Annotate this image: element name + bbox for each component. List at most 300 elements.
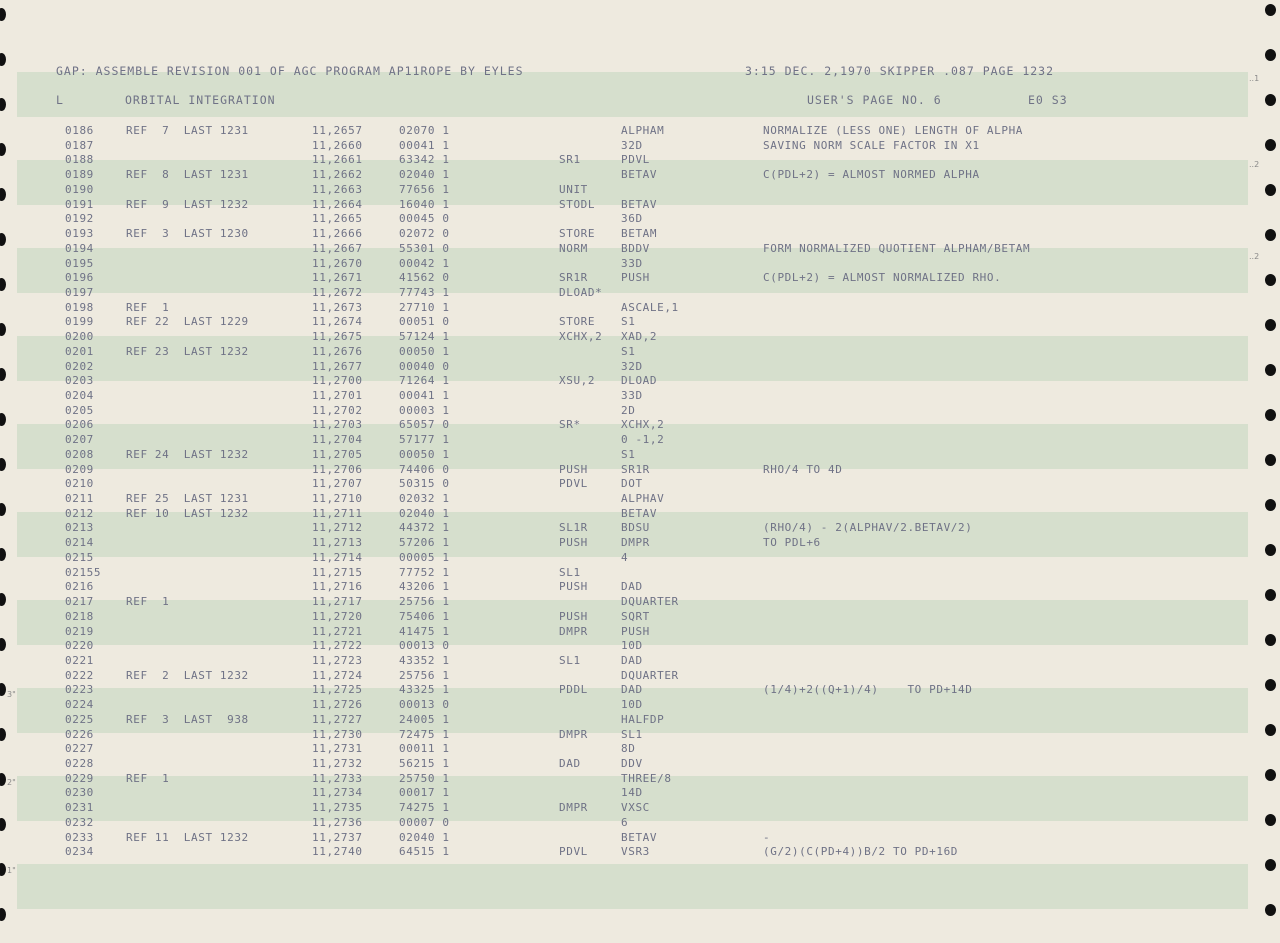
opcode: PDVL <box>559 845 588 859</box>
address: 11,2737 <box>312 830 363 844</box>
page-header <box>17 64 1055 79</box>
tractor-hole <box>1265 274 1276 286</box>
line-number: 0190 <box>65 182 94 196</box>
ref-info: REF 2 LAST 1232 <box>126 668 249 682</box>
operand: DQUARTER <box>621 668 679 682</box>
opcode: STORE <box>559 227 596 240</box>
octal-word: 57206 1 <box>399 536 450 550</box>
tractor-hole <box>0 908 6 921</box>
octal-word: 41475 1 <box>399 624 450 638</box>
tractor-hole <box>0 638 6 651</box>
operand: BETAV <box>621 168 658 182</box>
operand: VXSC <box>621 801 650 815</box>
line-number: 0210 <box>65 477 94 491</box>
line-number: 0202 <box>65 359 94 373</box>
line-number: 0211 <box>65 492 94 505</box>
operand: 32D <box>621 138 643 152</box>
octal-word: 43325 1 <box>399 683 450 697</box>
line-number: 0199 <box>65 315 94 329</box>
octal-word: 57177 1 <box>399 433 450 447</box>
tractor-hole <box>0 8 6 21</box>
operand: 33D <box>621 256 643 270</box>
address: 11,2716 <box>312 580 363 594</box>
tractor-hole <box>0 323 6 336</box>
address: 11,2711 <box>312 506 363 520</box>
section-title: ORBITAL INTEGRATION <box>125 93 276 107</box>
tractor-hole <box>0 188 6 201</box>
tractor-hole <box>1265 364 1276 376</box>
address: 11,2730 <box>312 727 363 741</box>
comment: NORMALIZE (LESS ONE) LENGTH OF ALPHA <box>763 124 1024 137</box>
opcode: UNIT <box>559 182 588 196</box>
operand: PUSH <box>621 271 650 285</box>
operand: 8D <box>621 742 636 756</box>
line-number: 0233 <box>65 830 94 844</box>
tractor-hole <box>0 98 6 111</box>
line-number: 0188 <box>65 153 94 167</box>
opcode: PUSH <box>559 609 588 623</box>
operand: 6 <box>621 815 629 829</box>
octal-word: 00050 1 <box>399 344 450 358</box>
octal-word: 02040 1 <box>399 506 450 520</box>
opcode: XSU,2 <box>559 374 596 388</box>
tractor-hole <box>1265 634 1276 646</box>
line-number: 0226 <box>65 727 94 741</box>
tractor-hole <box>1265 139 1276 151</box>
comment: (G/2)(C(PD+4))B/2 TO PD+16D <box>763 845 959 859</box>
operand: DMPR <box>621 536 650 550</box>
margin-mark-right-1: ..1 <box>1249 74 1260 83</box>
octal-word: 00017 1 <box>399 786 450 800</box>
address: 11,2660 <box>312 138 363 152</box>
tractor-hole <box>0 143 6 156</box>
operand: S1 <box>621 447 636 461</box>
ref-info: REF 7 LAST 1231 <box>126 124 249 137</box>
opcode: DMPR <box>559 727 588 741</box>
opcode: SL1R <box>559 521 588 535</box>
octal-word: 00013 0 <box>399 639 450 653</box>
line-number: 0192 <box>65 212 94 226</box>
address: 11,2713 <box>312 536 363 550</box>
address: 11,2662 <box>312 168 363 182</box>
comment: (1/4)+2((Q+1)/4) TO PD+14D <box>763 683 973 697</box>
opcode: SL1 <box>559 653 581 667</box>
octal-word: 71264 1 <box>399 374 450 388</box>
address: 11,2731 <box>312 742 363 756</box>
address: 11,2720 <box>312 609 363 623</box>
operand: 4 <box>621 550 629 564</box>
operand: DDV <box>621 757 643 770</box>
address: 11,2735 <box>312 801 363 815</box>
octal-word: 25750 1 <box>399 771 450 785</box>
operand: DAD <box>621 580 643 594</box>
octal-word: 65057 0 <box>399 418 450 432</box>
header-date-page: 3:15 DEC. 2,1970 SKIPPER .087 PAGE 1232 <box>745 64 1055 78</box>
operand: 32D <box>621 359 643 373</box>
tractor-hole <box>0 548 6 561</box>
line-number: 0203 <box>65 374 94 388</box>
address: 11,2675 <box>312 330 363 344</box>
operand: 10D <box>621 698 643 712</box>
header-program-title: GAP: ASSEMBLE REVISION 001 OF AGC PROGRAM AP11ROPE BY EYLES <box>56 64 524 78</box>
line-number: 0222 <box>65 668 94 682</box>
line-number: 0216 <box>65 580 94 594</box>
line-number: 0209 <box>65 462 94 476</box>
address: 11,2717 <box>312 595 363 608</box>
operand: BETAV <box>621 830 658 844</box>
line-number: 0198 <box>65 300 94 314</box>
operand: DLOAD <box>621 374 658 388</box>
octal-word: 43352 1 <box>399 653 450 667</box>
line-number: 0204 <box>65 389 94 402</box>
ref-info: REF 9 LAST 1232 <box>126 197 249 211</box>
ref-info: REF 1 <box>126 771 170 785</box>
operand: BETAV <box>621 197 658 211</box>
line-number: 0227 <box>65 742 94 756</box>
ref-info: REF 1 <box>126 300 170 314</box>
tractor-hole <box>1265 229 1276 241</box>
tractor-hole <box>1265 94 1276 106</box>
operand: HALFDP <box>621 712 665 726</box>
operand: PUSH <box>621 624 650 638</box>
octal-word: 00013 0 <box>399 698 450 712</box>
tractor-hole <box>1265 769 1276 781</box>
octal-word: 16040 1 <box>399 197 450 211</box>
address: 11,2723 <box>312 653 363 667</box>
address: 11,2671 <box>312 271 363 285</box>
line-number: 0217 <box>65 595 94 608</box>
tractor-hole <box>1265 679 1276 691</box>
comment: TO PDL+6 <box>763 536 821 550</box>
octal-word: 77656 1 <box>399 182 450 196</box>
address: 11,2664 <box>312 197 363 211</box>
octal-word: 24005 1 <box>399 712 450 726</box>
address: 11,2703 <box>312 418 363 432</box>
operand: BETAV <box>621 506 658 520</box>
margin-mark-1in: 1" <box>7 866 16 875</box>
left-tractor-holes <box>0 0 12 943</box>
octal-word: 00011 1 <box>399 742 450 756</box>
margin-mark-3in: 3" <box>7 690 16 699</box>
opcode: PUSH <box>559 462 588 476</box>
address: 11,2727 <box>312 712 363 726</box>
operand: 33D <box>621 389 643 402</box>
octal-word: 25756 1 <box>399 668 450 682</box>
ref-info: REF 8 LAST 1231 <box>126 168 249 182</box>
opcode: PUSH <box>559 536 588 550</box>
operand: BDDV <box>621 241 650 255</box>
address: 11,2670 <box>312 256 363 270</box>
address: 11,2714 <box>312 550 363 564</box>
octal-word: 00042 1 <box>399 256 450 270</box>
tractor-hole <box>1265 544 1276 556</box>
operand: THREE/8 <box>621 771 672 785</box>
octal-word: 75406 1 <box>399 609 450 623</box>
octal-word: 77752 1 <box>399 565 450 579</box>
octal-word: 57124 1 <box>399 330 450 344</box>
line-number: 0214 <box>65 536 94 550</box>
tractor-hole <box>0 593 6 606</box>
tractor-hole <box>1265 904 1276 916</box>
address: 11,2715 <box>312 565 363 579</box>
comment: - <box>763 830 771 844</box>
section-letter: L <box>56 93 64 107</box>
octal-word: 02040 1 <box>399 830 450 844</box>
line-number: 0230 <box>65 786 94 800</box>
line-number: 0234 <box>65 845 94 859</box>
line-number: 0194 <box>65 241 94 255</box>
operand: DQUARTER <box>621 595 679 608</box>
operand: 14D <box>621 786 643 800</box>
section-header <box>17 93 1068 108</box>
line-number: 0231 <box>65 801 94 815</box>
octal-word: 56215 1 <box>399 757 450 770</box>
operand: ASCALE,1 <box>621 300 679 314</box>
address: 11,2673 <box>312 300 363 314</box>
address: 11,2724 <box>312 668 363 682</box>
greenbar-band <box>17 864 1248 909</box>
opcode: DMPR <box>559 624 588 638</box>
address: 11,2726 <box>312 698 363 712</box>
opcode: SR1 <box>559 153 581 167</box>
octal-word: 00045 0 <box>399 212 450 226</box>
ref-info: REF 3 LAST 938 <box>126 712 249 726</box>
tractor-hole <box>1265 814 1276 826</box>
operand: PDVL <box>621 153 650 167</box>
line-number: 0206 <box>65 418 94 432</box>
address: 11,2702 <box>312 403 363 417</box>
line-number: 0218 <box>65 609 94 623</box>
tractor-hole <box>1265 49 1276 61</box>
opcode: NORM <box>559 241 588 255</box>
octal-word: 00051 0 <box>399 315 450 329</box>
tractor-hole <box>1265 859 1276 871</box>
margin-mark-2in: 2" <box>7 778 16 787</box>
line-number: 0219 <box>65 624 94 638</box>
tractor-hole <box>0 503 6 516</box>
tractor-hole <box>0 728 6 741</box>
line-number: 0228 <box>65 757 94 770</box>
line-number: 0189 <box>65 168 94 182</box>
tractor-hole <box>1265 499 1276 511</box>
address: 11,2722 <box>312 639 363 653</box>
tractor-hole <box>1265 589 1276 601</box>
line-number: 0224 <box>65 698 94 712</box>
tractor-hole <box>0 53 6 66</box>
address: 11,2661 <box>312 153 363 167</box>
tractor-hole <box>0 458 6 471</box>
address: 11,2657 <box>312 124 363 137</box>
octal-word: 00041 1 <box>399 389 450 402</box>
eo-code: E0 S3 <box>1028 93 1068 107</box>
line-number: 0212 <box>65 506 94 520</box>
octal-word: 27710 1 <box>399 300 450 314</box>
tractor-hole <box>0 368 6 381</box>
octal-word: 02072 0 <box>399 227 450 240</box>
address: 11,2674 <box>312 315 363 329</box>
tractor-hole <box>0 278 6 291</box>
line-number: 0208 <box>65 447 94 461</box>
line-number: 0221 <box>65 653 94 667</box>
operand: SL1 <box>621 727 643 741</box>
address: 11,2707 <box>312 477 363 491</box>
tractor-hole <box>1265 184 1276 196</box>
octal-word: 55301 0 <box>399 241 450 255</box>
octal-word: 00003 1 <box>399 403 450 417</box>
address: 11,2710 <box>312 492 363 505</box>
tractor-hole <box>0 413 6 426</box>
line-number: 0215 <box>65 550 94 564</box>
address: 11,2700 <box>312 374 363 388</box>
tractor-hole <box>1265 724 1276 736</box>
address: 11,2701 <box>312 389 363 402</box>
line-number: 0232 <box>65 815 94 829</box>
address: 11,2733 <box>312 771 363 785</box>
opcode: PUSH <box>559 580 588 594</box>
ref-info: REF 23 LAST 1232 <box>126 344 249 358</box>
operand: S1 <box>621 315 636 329</box>
address: 11,2676 <box>312 344 363 358</box>
ref-info: REF 22 LAST 1229 <box>126 315 249 329</box>
address: 11,2672 <box>312 285 363 299</box>
operand: XCHX,2 <box>621 418 665 432</box>
printout-sheet <box>17 0 1260 943</box>
opcode: DAD <box>559 757 581 770</box>
ref-info: REF 10 LAST 1232 <box>126 506 249 520</box>
octal-word: 74406 0 <box>399 462 450 476</box>
octal-word: 41562 0 <box>399 271 450 285</box>
operand: DAD <box>621 683 643 697</box>
opcode: SR* <box>559 418 581 432</box>
opcode: XCHX,2 <box>559 330 603 344</box>
line-number: 0229 <box>65 771 94 785</box>
tractor-hole <box>0 818 6 831</box>
tractor-hole <box>1265 454 1276 466</box>
ref-info: REF 3 LAST 1230 <box>126 227 249 240</box>
comment: C(PDL+2) = ALMOST NORMED ALPHA <box>763 168 980 182</box>
operand: BDSU <box>621 521 650 535</box>
operand: VSR3 <box>621 845 650 859</box>
octal-word: 72475 1 <box>399 727 450 741</box>
line-number: 0225 <box>65 712 94 726</box>
octal-word: 77743 1 <box>399 285 450 299</box>
line-number: 0220 <box>65 639 94 653</box>
operand: 10D <box>621 639 643 653</box>
line-number: 0207 <box>65 433 94 447</box>
octal-word: 02070 1 <box>399 124 450 137</box>
operand: 0 -1,2 <box>621 433 665 447</box>
ref-info: REF 1 <box>126 595 170 608</box>
comment: SAVING NORM SCALE FACTOR IN X1 <box>763 138 980 152</box>
line-number: 0187 <box>65 138 94 152</box>
address: 11,2712 <box>312 521 363 535</box>
tractor-hole <box>1265 409 1276 421</box>
octal-word: 00040 0 <box>399 359 450 373</box>
line-number: 0196 <box>65 271 94 285</box>
address: 11,2734 <box>312 786 363 800</box>
tractor-hole <box>0 773 6 786</box>
line-number: 0193 <box>65 227 94 240</box>
ref-info: REF 24 LAST 1232 <box>126 447 249 461</box>
octal-word: 02040 1 <box>399 168 450 182</box>
line-number: 0205 <box>65 403 94 417</box>
operand: 36D <box>621 212 643 226</box>
line-number: 0197 <box>65 285 94 299</box>
address: 11,2705 <box>312 447 363 461</box>
tractor-hole <box>0 683 6 696</box>
opcode: SL1 <box>559 565 581 579</box>
opcode: SR1R <box>559 271 588 285</box>
address: 11,2677 <box>312 359 363 373</box>
octal-word: 00041 1 <box>399 138 450 152</box>
line-number: 0191 <box>65 197 94 211</box>
operand: 2D <box>621 403 636 417</box>
octal-word: 25756 1 <box>399 595 450 608</box>
tractor-hole <box>1265 319 1276 331</box>
opcode: DLOAD* <box>559 285 603 299</box>
ref-info: REF 11 LAST 1232 <box>126 830 249 844</box>
operand: DOT <box>621 477 643 491</box>
operand: BETAM <box>621 227 658 240</box>
right-tractor-holes <box>1268 0 1280 943</box>
operand: ALPHAM <box>621 124 665 137</box>
operand: S1 <box>621 344 636 358</box>
address: 11,2666 <box>312 227 363 240</box>
octal-word: 43206 1 <box>399 580 450 594</box>
address: 11,2732 <box>312 757 363 770</box>
line-number: 0223 <box>65 683 94 697</box>
operand: ALPHAV <box>621 492 665 505</box>
octal-word: 64515 1 <box>399 845 450 859</box>
tractor-hole <box>0 863 6 876</box>
line-number: 0201 <box>65 344 94 358</box>
octal-word: 74275 1 <box>399 801 450 815</box>
line-number: 02155 <box>65 565 102 579</box>
octal-word: 63342 1 <box>399 153 450 167</box>
octal-word: 50315 0 <box>399 477 450 491</box>
address: 11,2725 <box>312 683 363 697</box>
address: 11,2704 <box>312 433 363 447</box>
address: 11,2663 <box>312 182 363 196</box>
line-number: 0195 <box>65 256 94 270</box>
octal-word: 44372 1 <box>399 521 450 535</box>
line-number: 0213 <box>65 521 94 535</box>
ref-info: REF 25 LAST 1231 <box>126 492 249 505</box>
tractor-hole <box>0 233 6 246</box>
line-number: 0186 <box>65 124 94 137</box>
opcode: STORE <box>559 315 596 329</box>
comment: FORM NORMALIZED QUOTIENT ALPHAM/BETAM <box>763 241 1031 255</box>
address: 11,2736 <box>312 815 363 829</box>
comment: RHO/4 TO 4D <box>763 462 843 476</box>
line-number: 0200 <box>65 330 94 344</box>
operand: XAD,2 <box>621 330 658 344</box>
opcode: PDVL <box>559 477 588 491</box>
opcode: STODL <box>559 197 596 211</box>
margin-mark-right-2: ..2 <box>1249 160 1260 169</box>
address: 11,2721 <box>312 624 363 638</box>
octal-word: 00007 0 <box>399 815 450 829</box>
address: 11,2665 <box>312 212 363 226</box>
octal-word: 00005 1 <box>399 550 450 564</box>
octal-word: 00050 1 <box>399 447 450 461</box>
operand: SR1R <box>621 462 650 476</box>
octal-word: 02032 1 <box>399 492 450 505</box>
margin-mark-right-3: ..2 <box>1249 252 1260 261</box>
comment: (RHO/4) - 2(ALPHAV/2.BETAV/2) <box>763 521 973 535</box>
opcode: PDDL <box>559 683 588 697</box>
address: 11,2706 <box>312 462 363 476</box>
